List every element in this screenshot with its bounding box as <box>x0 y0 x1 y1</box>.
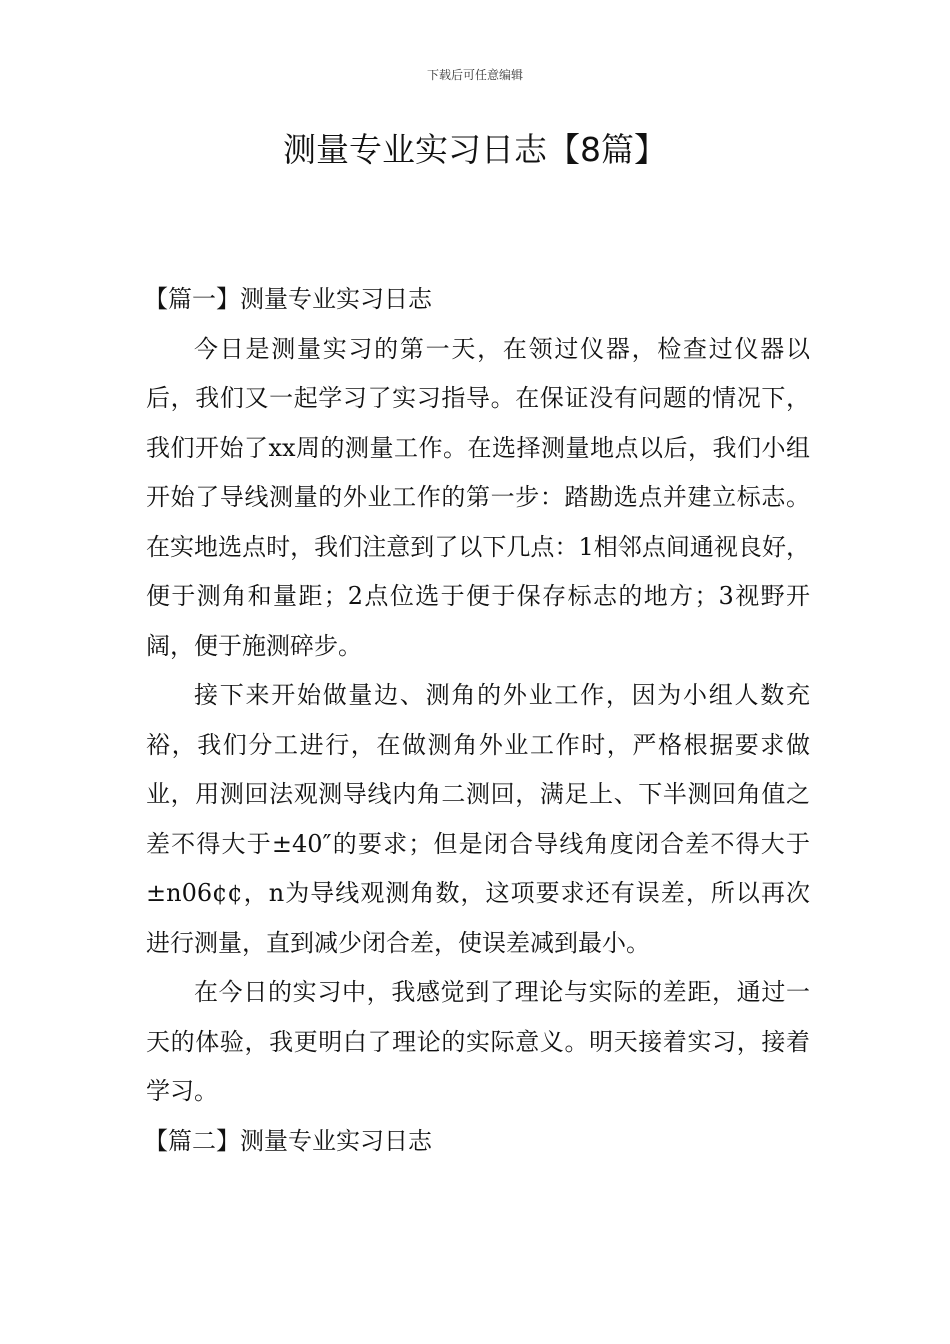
document-body <box>146 275 810 1166</box>
header-note: 下载后可任意编辑 <box>426 68 523 82</box>
paragraph-2: 接下来开始做量边、测角的外业工作，因为小组人数充裕，我们分工进行，在做测角外业工作时，严格根据要求做业，用测回法观测导线内角二测回，满足上、下半测回角值之差不得大于±40″的要求；但是闭合导线角度闭合差不得大于±n06¢¢，n为导线观测角数，这项要求还有误差，所以再次进行测量，直到减少闭合差，使误差减到最小。 <box>146 681 810 957</box>
section-heading-2: 【篇二】测量专业实习日志 <box>144 1126 432 1155</box>
paragraph-1: 今日是测量实习的第一天，在领过仪器，检查过仪器以后，我们又一起学习了实习指导。在保证没有问题的情况下，我们开始了xx周的测量工作。在选择测量地点以后，我们小组开始了导线测量的外业工作的第一步：踏勘选点并建立标志。在实地选点时，我们注意到了以下几点：1相邻点间通视良好，便于测角和量距；2点位选于便于保存标志的地方；3视野开阔，便于施测碎步。 <box>146 334 810 660</box>
section-heading-1: 【篇一】测量专业实习日志 <box>144 285 432 313</box>
document-title: 测量专业实习日志【8篇】 <box>283 130 667 169</box>
paragraph-3: 在今日的实习中，我感觉到了理论与实际的差距，通过一天的体验，我更明白了理论的实际意义。明天接着实习，接着学习。 <box>146 978 810 1105</box>
